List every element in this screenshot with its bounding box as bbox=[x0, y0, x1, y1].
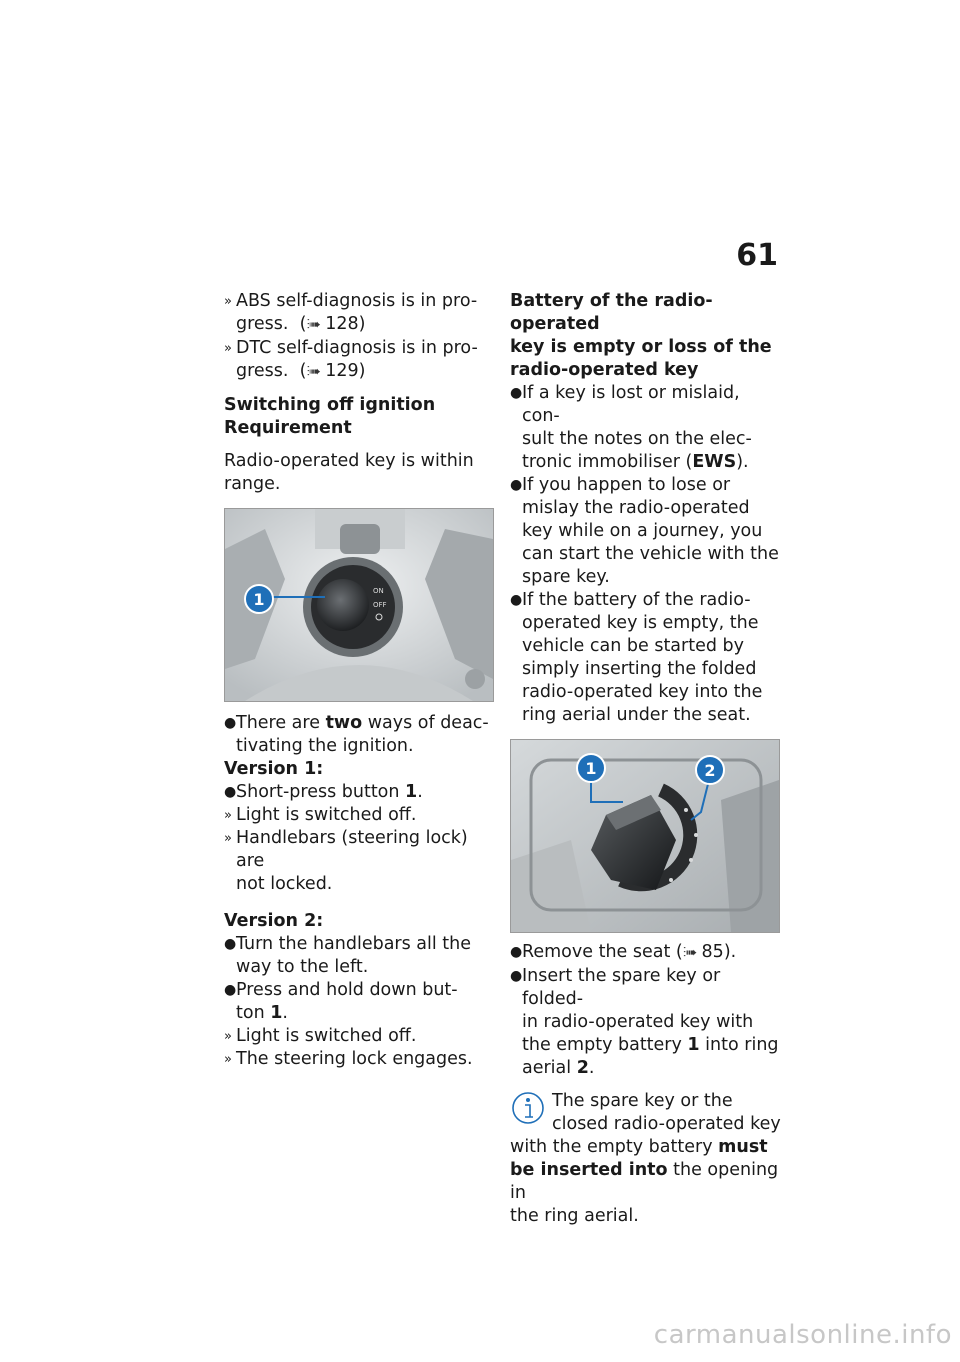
result-marker-icon: » bbox=[224, 808, 232, 823]
svg-text:ON: ON bbox=[373, 587, 384, 595]
arrow-ref-icon: ⫶➠ bbox=[682, 945, 696, 961]
right-column bbox=[510, 290, 782, 1228]
result-marker-icon: » bbox=[224, 1029, 232, 1044]
result-marker-icon: » bbox=[224, 341, 232, 356]
result-item: » ABS self-diagnosis is in pro- gress. (⫶➠ 128) bbox=[224, 291, 478, 334]
bullet-icon: ● bbox=[510, 944, 523, 960]
arrow-ref-icon: ⫶➠ bbox=[306, 317, 320, 333]
arrow-ref-icon: ⫶➠ bbox=[306, 364, 320, 380]
result-item: » DTC self-diagnosis is in pro- gress. (⫶➠ 129) bbox=[224, 338, 478, 381]
ignition-button-figure bbox=[224, 508, 494, 702]
bullet-item: ● If the battery of the radio- operated key is empty, the vehicle can be started by simply inserting the folded radio-operated key into the ring aerial under the seat. bbox=[510, 590, 763, 725]
figure2-callout-2: 2 bbox=[704, 761, 716, 780]
left-column bbox=[224, 290, 494, 1071]
ring-aerial-figure bbox=[510, 739, 780, 933]
result-item: » The steering lock engages. bbox=[224, 1049, 473, 1069]
version2-heading: Version 2: bbox=[224, 911, 324, 931]
requirement-text: Radio-operated key is within range. bbox=[224, 451, 474, 494]
section-heading: Switching off ignition bbox=[224, 395, 436, 415]
bullet-icon: ● bbox=[224, 715, 237, 731]
info-icon bbox=[510, 1090, 546, 1126]
bullet-icon: ● bbox=[224, 982, 237, 998]
bullet-item: ● Turn the handlebars all the way to the left. bbox=[224, 934, 472, 977]
result-item: » Light is switched off. bbox=[224, 1026, 417, 1046]
figure1-callout-1: 1 bbox=[253, 590, 265, 609]
bullet-item: ● There are two ways of deac- tivating the ignition. bbox=[224, 713, 489, 756]
bullet-item: ● Insert the spare key or folded- in radio-operated key with the empty battery 1 into ring aerial 2. bbox=[510, 966, 779, 1078]
result-marker-icon: » bbox=[224, 294, 232, 309]
page-reference-link[interactable]: 85). bbox=[701, 942, 737, 962]
bullet-icon: ● bbox=[224, 936, 237, 952]
svg-text:OFF: OFF bbox=[373, 601, 387, 609]
figure2-callout-1: 1 bbox=[585, 759, 597, 778]
watermark: carmanualsonline.info bbox=[653, 1320, 952, 1350]
bullet-icon: ● bbox=[510, 385, 523, 401]
version1-heading: Version 1: bbox=[224, 759, 324, 779]
result-marker-icon: » bbox=[224, 1052, 232, 1067]
result-item: » Light is switched off. bbox=[224, 805, 417, 825]
subheading-requirement: Requirement bbox=[224, 418, 352, 438]
bullet-icon: ● bbox=[510, 477, 523, 493]
bullet-item: ● If you happen to lose or mislay the radio-operated key while on a journey, you can start the vehicle with the spare key. bbox=[510, 475, 779, 587]
page-number: 61 bbox=[736, 238, 778, 273]
result-item: » Handlebars (steering lock) are not locked. bbox=[224, 828, 468, 894]
bullet-item: ● Short-press button 1. bbox=[224, 782, 423, 802]
section-heading: Battery of the radio-operated key is empty or loss of the radio-operated key bbox=[510, 291, 772, 380]
bullet-icon: ● bbox=[224, 784, 237, 800]
bullet-item: ● Press and hold down but- ton 1. bbox=[224, 980, 458, 1023]
bullet-icon: ● bbox=[510, 592, 523, 608]
bullet-item: ● If a key is lost or mislaid, con- sult the notes on the elec- tronic immobiliser (EWS). bbox=[510, 383, 752, 472]
bullet-icon: ● bbox=[510, 968, 523, 984]
info-note: The spare key or the closed radio-operated key with the empty battery must be inserted into the opening in the ring aerial. bbox=[510, 1091, 781, 1226]
result-marker-icon: » bbox=[224, 831, 232, 846]
page-reference-link[interactable]: 129) bbox=[325, 361, 366, 381]
bullet-item: ● Remove the seat (⫶➠ 85). bbox=[510, 942, 737, 962]
page-reference-link[interactable]: 128) bbox=[325, 314, 366, 334]
